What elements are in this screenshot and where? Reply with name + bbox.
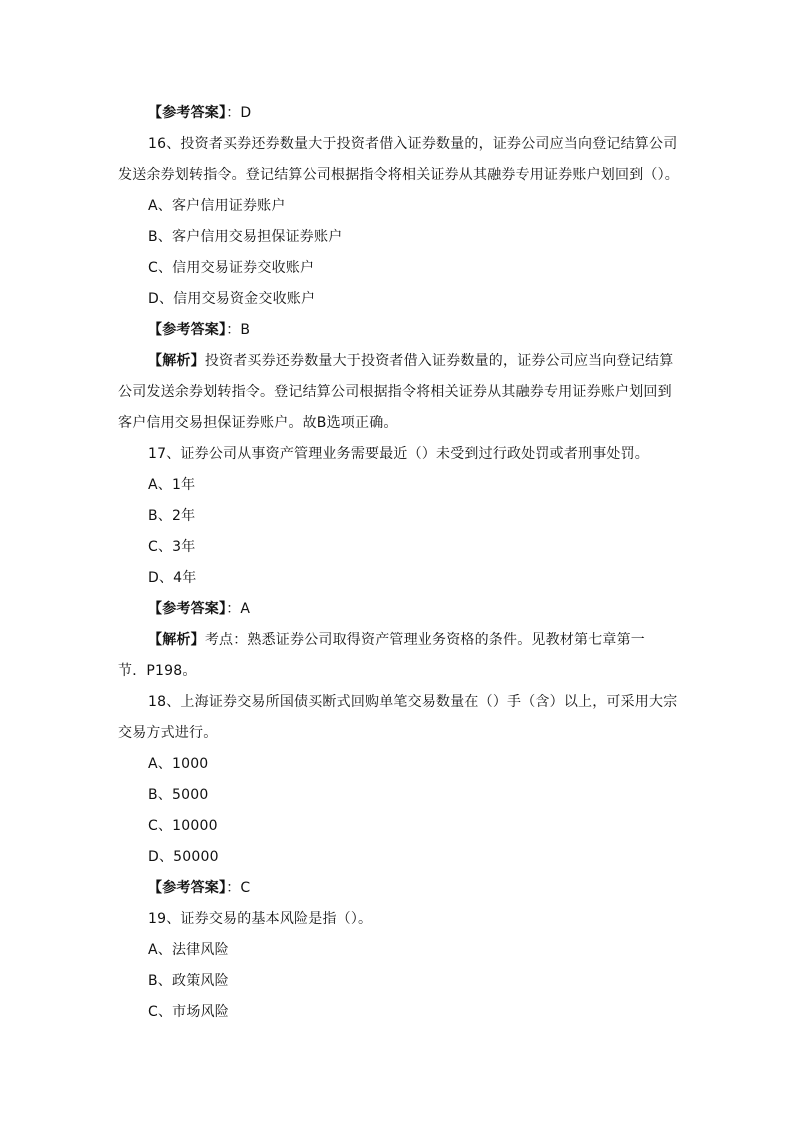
q16-stem-line1: 16、投资者买券还券数量大于投资者借入证券数量的，证券公司应当向登记结算公司 xyxy=(148,136,678,152)
q16-stem-line2: 发送余券划转指令。登记结算公司根据指令将相关证券从其融券专用证券账户划回到（）。 xyxy=(118,167,679,183)
q18-stem-line2: 交易方式进行。 xyxy=(118,725,218,741)
q16-analysis-line1 xyxy=(118,346,678,377)
q17-option-b: B、2年 xyxy=(148,508,196,524)
q17-stem-line1: 17、证券公司从事资产管理业务需要最近（）未受到过行政处罚或者刑事处罚。 xyxy=(148,446,650,462)
q16-analysis-line3: 客户信用交易担保证券账户。故B选项正确。 xyxy=(118,415,398,431)
q18-option-d: D、50000 xyxy=(148,849,219,865)
q16-option-d: D、信用交易资金交收账户 xyxy=(148,291,316,307)
answer-label: 【参考答案】 xyxy=(148,880,227,896)
q16-option-a: A、客户信用证券账户 xyxy=(148,198,286,214)
analysis-label: 【解析】 xyxy=(148,353,205,369)
answer-value: ：B xyxy=(226,322,251,338)
q19-option-a: A、法律风险 xyxy=(148,942,229,958)
q17-option-d: D、4年 xyxy=(148,570,197,586)
analysis-label: 【解析】 xyxy=(148,632,205,648)
analysis-text: 投资者买券还券数量大于投资者借入证券数量的，证券公司应当向登记结算 xyxy=(204,353,674,369)
document-page xyxy=(118,98,678,1028)
q17-analysis-line2: 节．P198。 xyxy=(118,663,197,679)
answer-value: ：A xyxy=(226,601,251,617)
q16-option-c: C、信用交易证券交收账户 xyxy=(148,260,315,276)
q17-analysis-line1 xyxy=(118,625,678,656)
q18-option-b: B、5000 xyxy=(148,787,209,803)
q17-answer xyxy=(118,594,678,625)
answer-label: 【参考答案】 xyxy=(148,105,227,121)
analysis-text: 考点：熟悉证券公司取得资产管理业务资格的条件。见教材第七章第一 xyxy=(204,632,646,648)
q16-analysis-line2: 公司发送余券划转指令。登记结算公司根据指令将相关证券从其融券专用证券账户划回到 xyxy=(118,384,672,400)
q17-option-c: C、3年 xyxy=(148,539,196,555)
q19-stem-line1: 19、证券交易的基本风险是指（）。 xyxy=(148,911,373,927)
q16-option-b: B、客户信用交易担保证券账户 xyxy=(148,229,343,245)
q18-answer xyxy=(118,873,678,904)
q19-option-c: C、市场风险 xyxy=(148,1004,229,1020)
answer-label: 【参考答案】 xyxy=(148,601,227,617)
q18-stem-line1: 18、上海证券交易所国债买断式回购单笔交易数量在（）手（含）以上，可采用大宗 xyxy=(148,694,678,710)
q18-option-a: A、1000 xyxy=(148,756,209,772)
q18-option-c: C、10000 xyxy=(148,818,218,834)
answer-label: 【参考答案】 xyxy=(148,322,227,338)
q19-option-b: B、政策风险 xyxy=(148,973,229,989)
answer-value: ：C xyxy=(226,880,251,896)
q16-answer xyxy=(118,315,678,346)
q17-option-a: A、1年 xyxy=(148,477,196,493)
q15-answer xyxy=(118,98,678,129)
answer-value: ：D xyxy=(226,105,252,121)
